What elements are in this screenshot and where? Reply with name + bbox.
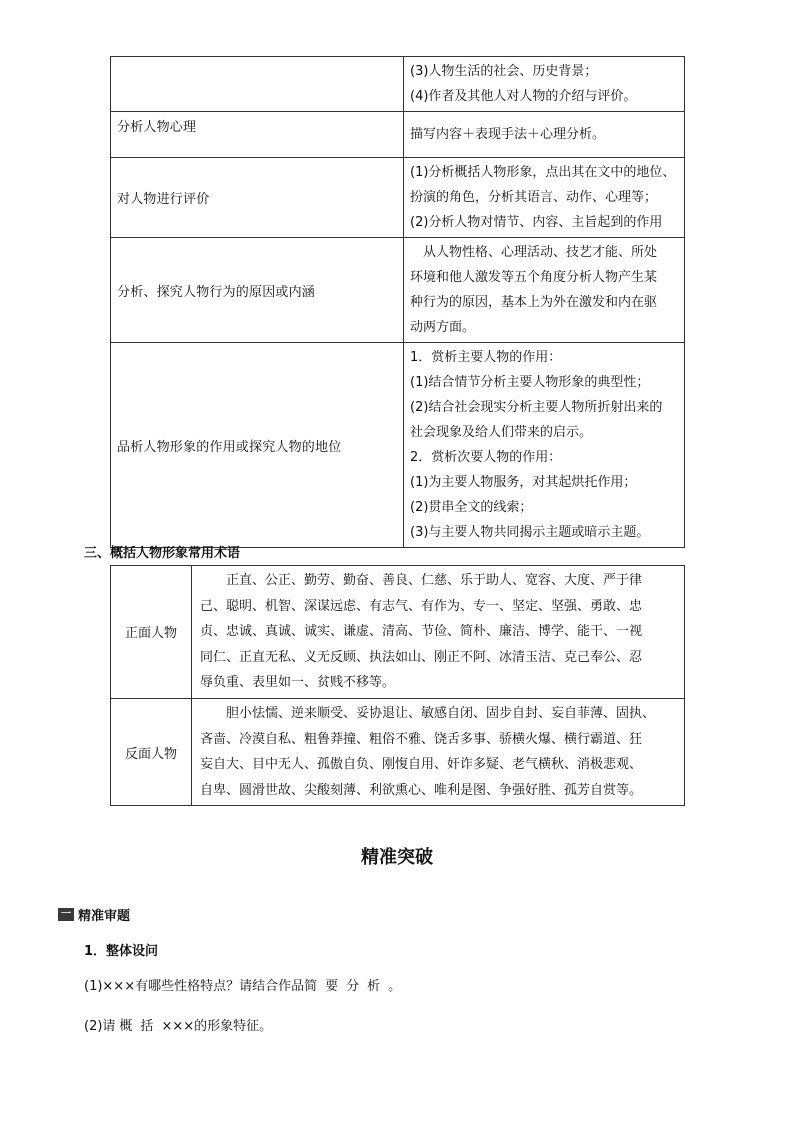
table-row (111, 238, 685, 343)
character-terms-table (110, 565, 685, 806)
page-heading: 精准突破 (361, 847, 433, 868)
cell-line: (2)贯串全文的线索； (410, 500, 533, 515)
table-cell-left: 分析人物心理 (111, 112, 404, 158)
table-row (111, 343, 685, 548)
question-keyword: 概括 (119, 1019, 162, 1034)
table-row (111, 698, 685, 805)
table-cell-left: 分析、探究人物行为的原因或内涵 (111, 238, 404, 343)
cell-line: 吝啬、冷漠自私、粗鲁莽撞、粗俗不雅、饶舌多事、骄横火爆、横行霸道、狂 (200, 731, 643, 747)
cell-line: (2)分析人物对情节、内容、主旨起到的作用 (410, 215, 663, 230)
cell-line: 正直、公正、勤劳、勤奋、善良、仁慈、乐于助人、宽容、大度、严于律 (200, 573, 643, 588)
negative-label-cell: 反面人物 (111, 698, 192, 805)
cell-line: 同仁、正直无私、义无反顾、执法如山、刚正不阿、冰清玉洁、克己奉公、忍 (200, 649, 643, 665)
subsection-heading (58, 905, 130, 924)
question-1 (84, 975, 401, 994)
cell-line: 贞、忠诚、真诚、诚实、谦虚、清高、节俭、简朴、廉洁、博学、能干、一视 (200, 624, 643, 640)
table-row (111, 158, 685, 238)
positive-terms-cell (192, 566, 685, 699)
cell-line: 从人物性格、心理活动、技艺才能、所处 (410, 245, 658, 260)
cell-line: 2．赏析次要人物的作用： (410, 450, 562, 465)
question-2 (84, 1015, 272, 1034)
table-cell-left (111, 57, 404, 112)
subsection-title: 精准审题 (78, 909, 131, 924)
section-number-badge: 一 (58, 908, 74, 921)
cell-line: 胆小怯懦、逆来顺受、妥协退让、敏感自闭、固步自封、妄自菲薄、固执、 (200, 705, 656, 721)
cell-line: 妄自大、目中无人、孤傲自负、刚愎自用、奸诈多疑、老气横秋、消极悲观、 (200, 757, 643, 773)
table-cell-right (404, 343, 685, 548)
character-analysis-table (110, 56, 685, 548)
cell-line: 辱负重、表里如一、贫贱不移等。 (200, 675, 396, 691)
question-keyword: 简要分析 (304, 979, 389, 994)
table-cell-right (404, 112, 685, 158)
cell-line: (1)为主要人物服务，对其起烘托作用； (410, 475, 637, 490)
table-cell-right (404, 57, 685, 112)
negative-terms-cell (192, 698, 685, 805)
cell-line: (4)作者及其他人对人物的介绍与评价。 (410, 89, 637, 104)
cell-line: (3)人物生活的社会、历史背景； (410, 64, 598, 79)
positive-label-cell: 正面人物 (111, 566, 192, 699)
table-cell-right (404, 158, 685, 238)
cell-line: 己、聪明、机智、深谋远虑、有志气、有作为、专一、坚定、坚强、勇敢、忠 (200, 598, 643, 614)
cell-line: 1．赏析主要人物的作用： (410, 350, 562, 365)
cell-line: 动两方面。 (410, 320, 476, 335)
table-row (111, 566, 685, 699)
question-text: (2)请 (84, 1019, 116, 1034)
section-heading: 三、概括人物形象常用术语 (84, 546, 241, 561)
cell-line: 环境和他人激发等五个角度分析人物产生某 (410, 270, 658, 285)
cell-line: (3)与主要人物共同揭示主题或暗示主题。 (410, 525, 650, 540)
question-text: (1)×××有哪些性格特点？请结合作品 (84, 979, 305, 994)
cell-line: 种行为的原因，基本上为外在激发和内在驱 (410, 295, 658, 310)
question-group-title: 1．整体设问 (84, 944, 159, 959)
table-row (111, 112, 685, 158)
cell-line: (1)分析概括人物形象，点出其在文中的地位、 (410, 165, 676, 180)
cell-line: 扮演的角色，分析其语言、动作、心理等； (410, 190, 658, 205)
cell-line: 自卑、圆滑世故、尖酸刻薄、利欲熏心、唯利是图、争强好胜、孤芳自赏等。 (200, 782, 643, 798)
question-text: 。 (388, 979, 402, 994)
cell-line: 社会现象及给人们带来的启示。 (410, 425, 593, 440)
cell-line: 描写内容＋表现手法＋心理分析。 (410, 127, 606, 142)
question-text: ×××的形象特征。 (161, 1019, 273, 1034)
table-row (111, 57, 685, 112)
table-cell-left: 对人物进行评价 (111, 158, 404, 238)
cell-line: (2)结合社会现实分析主要人物所折射出来的 (410, 400, 663, 415)
table-cell-right (404, 238, 685, 343)
cell-line: (1)结合情节分析主要人物形象的典型性； (410, 375, 650, 390)
table-cell-left: 品析人物形象的作用或探究人物的地位 (111, 343, 404, 548)
